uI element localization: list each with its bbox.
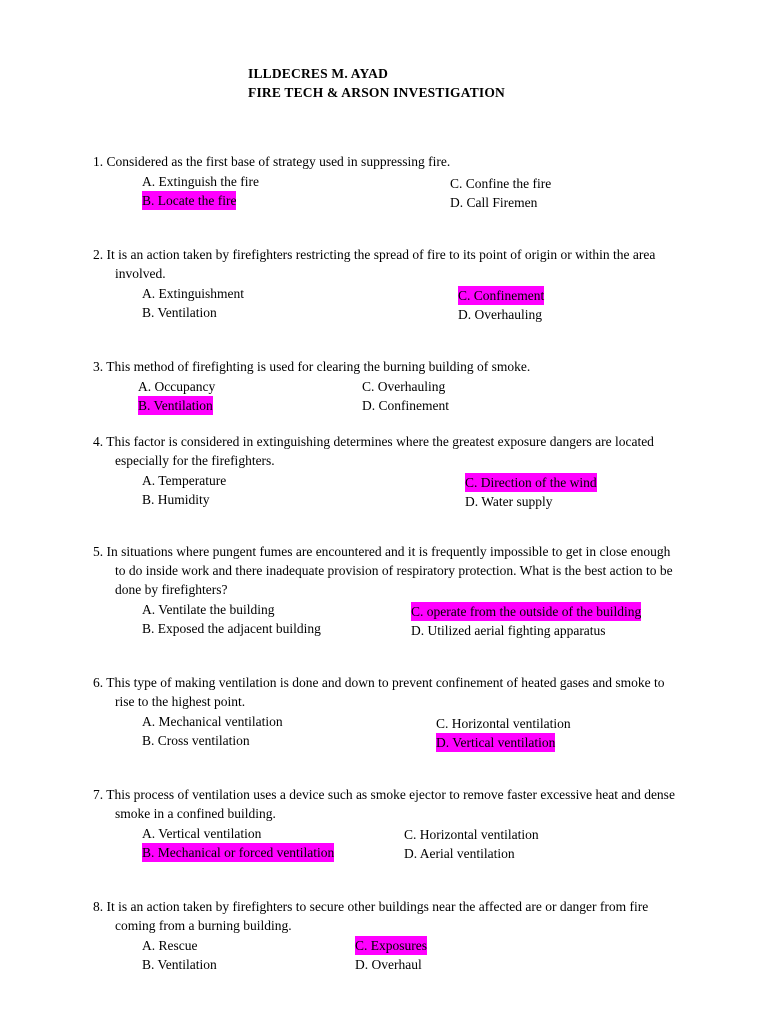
question-6 <box>93 673 683 752</box>
option-d: D. Call Firemen <box>450 195 538 210</box>
option-c: C. Horizontal ventilation <box>436 716 571 731</box>
option-c: C. Overhauling <box>362 379 446 394</box>
question-4 <box>93 432 683 511</box>
question-text: 5. In situations where pungent fumes are encountered and it is frequently impossible to get in close enough to do inside work and there inadequate provision of respiratory protection. What is the best action to be done by firefighters? <box>93 544 673 597</box>
option-c-answer-highlight: C. Direction of the wind <box>465 475 597 490</box>
question-2 <box>93 245 683 324</box>
option-b-answer-highlight: B. Locate the fire <box>142 193 237 208</box>
option-d: D. Water supply <box>465 494 553 509</box>
option-d: D. Aerial ventilation <box>404 846 515 861</box>
question-text: 2. It is an action taken by firefighters restricting the spread of fire to its point of origin or within the area involved. <box>93 247 656 281</box>
option-d: D. Utilized aerial fighting apparatus <box>411 623 606 638</box>
option-a: A. Rescue <box>142 938 198 953</box>
options <box>93 172 683 212</box>
option-a: A. Extinguishment <box>142 286 244 301</box>
author-name: ILLDECRES M. AYAD <box>248 66 389 81</box>
option-a: A. Temperature <box>142 473 227 488</box>
option-c: C. Horizontal ventilation <box>404 827 539 842</box>
options <box>93 824 683 864</box>
option-c-answer-highlight: C. Confinement <box>458 288 545 303</box>
document-header <box>248 64 505 102</box>
option-c-answer-highlight: C. operate from the outside of the building <box>411 604 642 619</box>
option-c: C. Confine the fire <box>450 176 552 191</box>
question-3 <box>93 357 683 417</box>
question-text: 8. It is an action taken by firefighters to secure other buildings near the affected are or danger from fire coming from a burning building. <box>93 899 649 933</box>
option-a: A. Occupancy <box>138 379 216 394</box>
question-text: 1. Considered as the first base of strategy used in suppressing fire. <box>93 154 451 169</box>
option-c-answer-highlight: C. Exposures <box>355 938 427 953</box>
options <box>93 600 683 640</box>
option-b: B. Cross ventilation <box>142 733 250 748</box>
options <box>93 712 683 752</box>
question-1 <box>93 152 683 212</box>
option-b-answer-highlight: B. Mechanical or forced ventilation <box>142 845 335 860</box>
question-text: 4. This factor is considered in extinguishing determines where the greatest exposure dangers are located especially for the firefighters. <box>93 434 654 468</box>
option-b: B. Exposed the adjacent building <box>142 621 321 636</box>
question-8 <box>93 897 683 976</box>
option-d-answer-highlight: D. Vertical ventilation <box>436 735 556 750</box>
options <box>93 936 683 976</box>
option-d: D. Confinement <box>362 398 449 413</box>
option-a: A. Vertical ventilation <box>142 826 262 841</box>
question-7 <box>93 785 683 864</box>
question-text: 7. This process of ventilation uses a device such as smoke ejector to remove faster excessive heat and dense smoke in a confined building. <box>93 787 675 821</box>
option-b: B. Humidity <box>142 492 210 507</box>
question-text: 3. This method of firefighting is used for clearing the burning building of smoke. <box>93 359 531 374</box>
document-subject: FIRE TECH & ARSON INVESTIGATION <box>248 85 506 100</box>
question-text: 6. This type of making ventilation is done and down to prevent confinement of heated gases and smoke to rise to the highest point. <box>93 675 665 709</box>
options <box>93 471 683 511</box>
option-b: B. Ventilation <box>142 957 217 972</box>
option-a: A. Ventilate the building <box>142 602 275 617</box>
options <box>93 284 683 324</box>
option-a: A. Extinguish the fire <box>142 174 259 189</box>
option-d: D. Overhauling <box>458 307 542 322</box>
option-b: B. Ventilation <box>142 305 217 320</box>
question-5 <box>93 542 683 640</box>
option-b-answer-highlight: B. Ventilation <box>138 398 213 413</box>
option-d: D. Overhaul <box>355 957 422 972</box>
option-a: A. Mechanical ventilation <box>142 714 283 729</box>
options <box>93 377 683 417</box>
